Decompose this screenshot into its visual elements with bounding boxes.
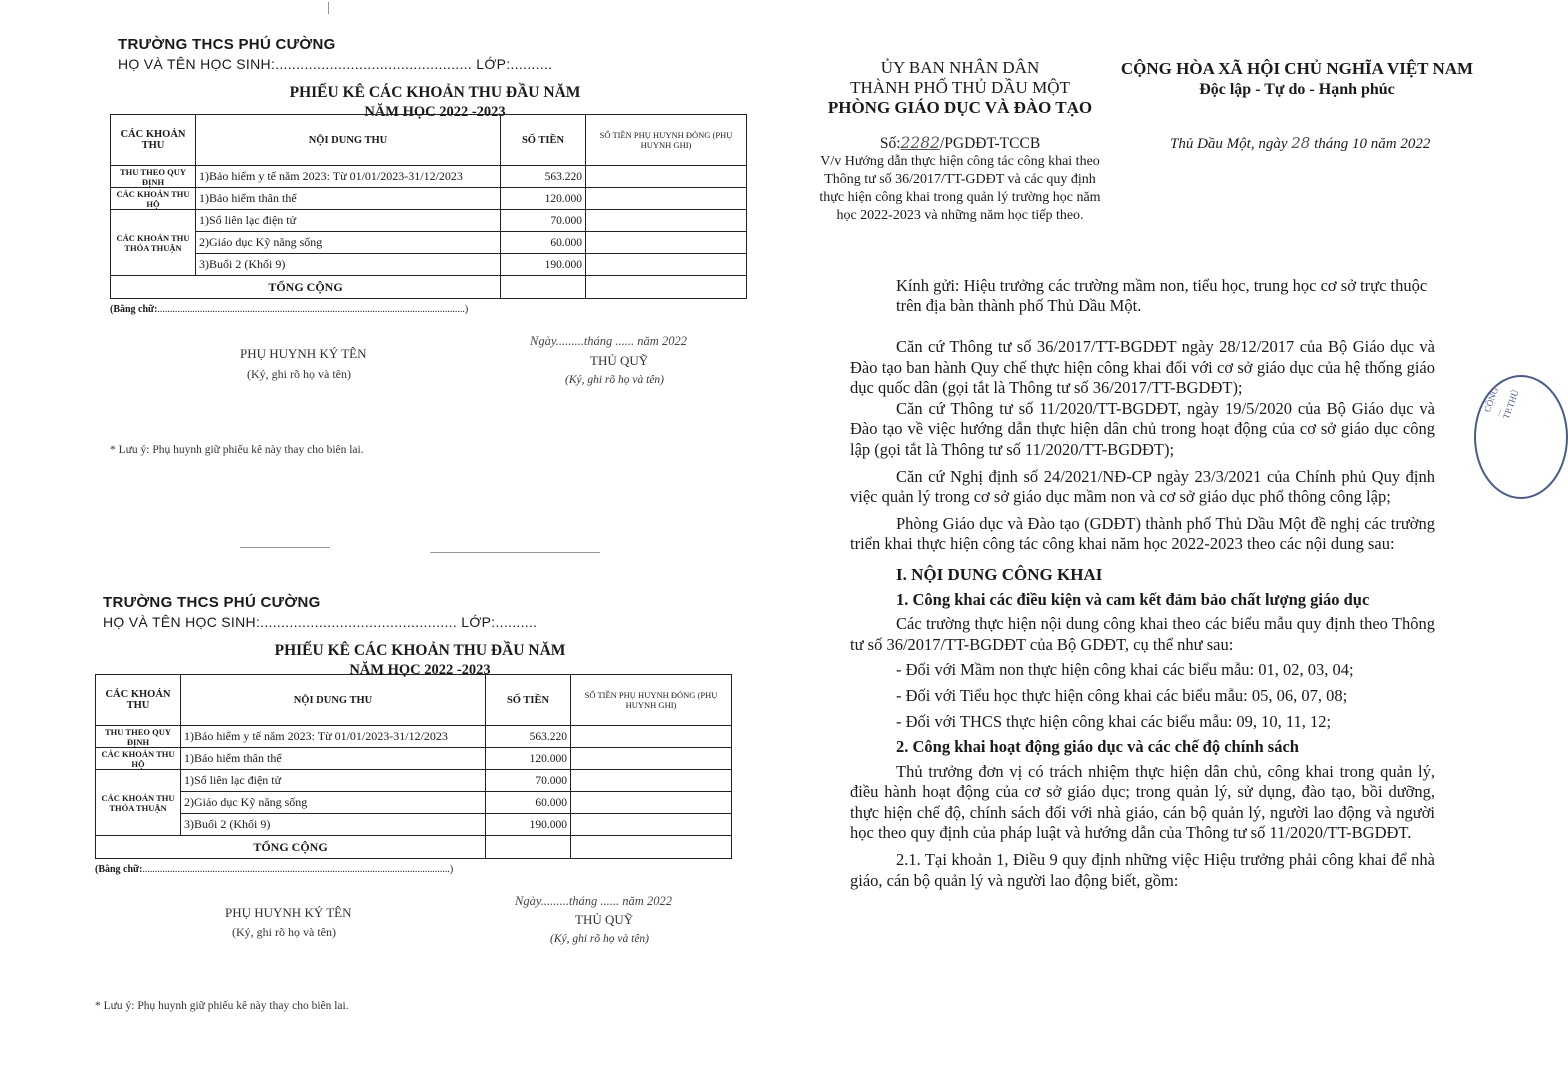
- row-content: 1)Bảo hiểm y tế năm 2023: Từ 01/01/2023-31/12/2023: [196, 166, 501, 188]
- date-line: Ngày.........tháng ...... năm 2022: [515, 894, 672, 908]
- row-amount: 60.000: [501, 232, 586, 254]
- row-content: 1)Bảo hiểm thân thể: [196, 188, 501, 210]
- student-line: HỌ VÀ TÊN HỌC SINH:............................................... LỚP:..........: [103, 614, 538, 630]
- row-content: 3)Buổi 2 (Khối 9): [181, 814, 486, 836]
- receipt-note: * Lưu ý: Phụ huynh giữ phiếu kê này thay cho biên lai.: [95, 1000, 349, 1012]
- list-item: - Đối với Mầm non thực hiện công khai các biểu mẫu: 01, 02, 03, 04;: [896, 660, 1354, 680]
- row-parent-paid: [571, 726, 732, 748]
- total-amount: [501, 276, 586, 299]
- total-row: [96, 836, 732, 859]
- total-amount: [486, 836, 571, 859]
- row-amount: 70.000: [501, 210, 586, 232]
- category-regulated: THU THEO QUY ĐỊNH: [111, 166, 196, 188]
- row-parent-paid: [571, 792, 732, 814]
- parent-signature-label: PHỤ HUYNH KÝ TÊN: [240, 346, 367, 361]
- date-prefix: Thủ Dầu Một, ngày: [1170, 136, 1288, 152]
- receipt-year: NĂM HỌC 2022 -2023: [364, 104, 506, 120]
- date-suffix: tháng 10 năm 2022: [1314, 136, 1431, 152]
- list-item: - Đối với Tiểu học thực hiện công khai các biểu mẫu: 05, 06, 07, 08;: [896, 685, 1348, 705]
- cashier-label: THỦ QUỸ: [575, 912, 634, 927]
- row-amount: 563.220: [486, 726, 571, 748]
- table-row: [111, 166, 747, 188]
- total-parent-paid: [586, 276, 747, 299]
- number-suffix: /PGDĐT-TCCB: [939, 135, 1041, 152]
- school-name: TRƯỜNG THCS PHÚ CƯỜNG: [118, 36, 336, 53]
- paragraph: Phòng Giáo dục và Đào tạo (GDĐT) thành phố Thủ Dầu Một đề nghị các trường triển khai thực hiện công tác công khai năm học 2022-2023 theo các nội dung sau:: [850, 513, 1435, 554]
- in-words-dots: ...........................................................................................................................): [157, 304, 469, 315]
- amount-in-words: [110, 304, 468, 315]
- category-collect-for: CÁC KHOẢN THU HỘ: [96, 748, 181, 770]
- row-amount: 70.000: [486, 770, 571, 792]
- header-parent-paid: SỐ TIỀN PHỤ HUYNH ĐÓNG (PHỤ HUYNH GHI): [571, 675, 732, 726]
- row-amount: 120.000: [486, 748, 571, 770]
- category-collect-for: CÁC KHOẢN THU HỘ: [111, 188, 196, 210]
- row-content: 1)Bảo hiểm thân thể: [181, 748, 486, 770]
- document-subject: V/v Hướng dẫn thực hiện công tác công khai theo Thông tư số 36/2017/TT-GDĐT và các quy định thực hiện công khai trong quản lý trường học năm học 2022-2023 và những năm học tiếp theo.: [819, 154, 1101, 223]
- category-agreement: CÁC KHOẢN THU THỎA THUẬN: [96, 770, 181, 836]
- row-content: 3)Buổi 2 (Khối 9): [196, 254, 501, 276]
- fee-table: [110, 114, 747, 299]
- receipt-note: * Lưu ý: Phụ huynh giữ phiếu kê này thay cho biên lai.: [110, 444, 364, 456]
- table-row: [111, 210, 747, 232]
- table-row: [96, 726, 732, 748]
- nation-line-1: CỘNG HÒA XÃ HỘI CHỦ NGHĨA VIỆT NAM: [1120, 59, 1474, 78]
- row-parent-paid: [586, 232, 747, 254]
- document-date: [1170, 134, 1430, 153]
- list-item: - Đối với THCS thực hiện công khai các biểu mẫu: 09, 10, 11, 12;: [896, 711, 1332, 731]
- table-header-row: [96, 675, 732, 726]
- parent-signature-note: (Ký, ghi rõ họ và tên): [232, 925, 336, 939]
- org-line-3: PHÒNG GIÁO DỤC VÀ ĐÀO TẠO: [827, 98, 1093, 117]
- letter-body: [850, 337, 1435, 891]
- row-amount: 120.000: [501, 188, 586, 210]
- in-words-dots: ...........................................................................................................................): [142, 864, 454, 875]
- row-parent-paid: [586, 254, 747, 276]
- row-parent-paid: [571, 748, 732, 770]
- scan-line: [430, 552, 600, 553]
- paragraph: 2.1. Tại khoản 1, Điều 9 quy định những việc Hiệu trưởng phải công khai để nhà giáo, cán bộ quản lý và người lao động biết, gồm:: [850, 850, 1435, 890]
- parent-signature-label: PHỤ HUYNH KÝ TÊN: [225, 905, 352, 920]
- receipt-title: PHIẾU KÊ CÁC KHOẢN THU ĐẦU NĂM: [289, 84, 581, 101]
- subsection-heading: 1. Công khai các điều kiện và cam kết đảm bảo chất lượng giáo dục: [896, 589, 1370, 609]
- header-amount: SỐ TIỀN: [501, 115, 586, 166]
- category-regulated: THU THEO QUY ĐỊNH: [96, 726, 181, 748]
- header-content: NỘI DUNG THU: [196, 115, 501, 166]
- row-amount: 190.000: [486, 814, 571, 836]
- header-category: CÁC KHOẢN THU: [96, 675, 181, 726]
- table-row: [96, 814, 732, 836]
- paragraph: Thủ trưởng đơn vị có trách nhiệm thực hiện dân chủ, công khai trong quản lý, điều hành hoạt động của cơ sở giáo dục; trong quản lý, sử dụng, đào tạo, bồi dưỡng, thực hiện chế độ, chính sách đối với nhà giáo, cán bộ quản lý, người lao động và người học theo quy định của pháp luật và hướng dẫn của Thông tư số 11/2020/TT-BGDĐT.: [850, 761, 1435, 843]
- header-parent-paid: SỐ TIỀN PHỤ HUYNH ĐÓNG (PHỤ HUYNH GHI): [586, 115, 747, 166]
- document-number: [820, 134, 1100, 153]
- row-amount: 563.220: [501, 166, 586, 188]
- total-label: TỔNG CỘNG: [111, 276, 501, 299]
- student-line: HỌ VÀ TÊN HỌC SINH:............................................... LỚP:..........: [118, 56, 553, 72]
- paragraph: Các trường thực hiện nội dung công khai theo các biểu mẫu quy định theo Thông tư số 36/2017/TT-BGDĐT của Bộ GDĐT, cụ thể như sau:: [850, 614, 1435, 654]
- in-words-label: (Bằng chữ:: [110, 304, 158, 315]
- table-row: [96, 748, 732, 770]
- scan-line: [240, 547, 330, 548]
- row-parent-paid: [586, 188, 747, 210]
- receipt-form-bottom: [95, 594, 745, 1064]
- national-header: [1112, 58, 1482, 100]
- org-line-2: THÀNH PHỐ THỦ DẦU MỘT: [850, 78, 1070, 97]
- date-line: Ngày.........tháng ...... năm 2022: [530, 334, 687, 348]
- header-content: NỘI DUNG THU: [181, 675, 486, 726]
- amount-in-words: [95, 864, 453, 875]
- subsection-heading: 2. Công khai hoạt động giáo dục và các chế độ chính sách: [896, 737, 1299, 757]
- parent-signature-note: (Ký, ghi rõ họ và tên): [247, 367, 351, 381]
- number-prefix: Số:: [879, 135, 901, 152]
- paragraph: Căn cứ Thông tư số 11/2020/TT-BGDĐT, ngày 19/5/2020 của Bộ Giáo dục và Đào tạo về việc hướng dẫn thực hiện dân chủ trong hoạt động của cơ sở giáo dục công lập (gọi tắt là Thông tư số 11/2020/TT-BGDĐT);: [850, 398, 1435, 459]
- row-parent-paid: [571, 814, 732, 836]
- header-category: CÁC KHOẢN THU: [111, 115, 196, 166]
- fee-table: [95, 674, 732, 859]
- row-content: 1)Sổ liên lạc điện tử: [181, 770, 486, 792]
- table-row: [111, 254, 747, 276]
- school-name: TRƯỜNG THCS PHÚ CƯỜNG: [103, 594, 321, 611]
- section-heading: I. NỘI DUNG CÔNG KHAI: [896, 564, 1103, 584]
- nation-line-2: Độc lập - Tự do - Hạnh phúc: [1199, 81, 1395, 98]
- row-amount: 190.000: [501, 254, 586, 276]
- table-header-row: [111, 115, 747, 166]
- cashier-label: THỦ QUỸ: [590, 353, 649, 368]
- row-content: 1)Sổ liên lạc điện tử: [196, 210, 501, 232]
- recipient: Kính gửi: Hiệu trưởng các trường mầm non, tiểu học, trung học cơ sở trực thuộc trên địa bàn thành phố Thủ Dầu Một.: [896, 276, 1428, 315]
- scan-mark: [328, 2, 329, 14]
- table-row: [96, 770, 732, 792]
- row-parent-paid: [586, 166, 747, 188]
- row-content: 1)Bảo hiểm y tế năm 2023: Từ 01/01/2023-31/12/2023: [181, 726, 486, 748]
- paragraph: Căn cứ Thông tư số 36/2017/TT-BGDĐT ngày 28/12/2017 của Bộ Giáo dục và Đào tạo ban hành Quy chế thực hiện công khai đối với cơ sở giáo dục của hệ thống giáo dục quốc dân (gọi tắt là Thông tư số 36/2017/TT-BGDĐT);: [850, 337, 1435, 398]
- row-content: 2)Giáo dục Kỹ năng sống: [196, 232, 501, 254]
- row-content: 2)Giáo dục Kỹ năng sống: [181, 792, 486, 814]
- issuing-authority: [820, 58, 1100, 118]
- cashier-note: (Ký, ghi rõ họ và tên): [550, 933, 650, 945]
- in-words-label: (Bằng chữ:: [95, 864, 143, 875]
- row-amount: 60.000: [486, 792, 571, 814]
- number-handwritten: 2282: [900, 134, 940, 152]
- table-row: [96, 792, 732, 814]
- table-row: [111, 188, 747, 210]
- date-day: 28: [1291, 134, 1311, 152]
- receipt-form-top: [110, 36, 760, 506]
- row-parent-paid: [586, 210, 747, 232]
- stamp-text: CÔNG ... TP.THỦ: [1482, 386, 1521, 421]
- header-amount: SỐ TIỀN: [486, 675, 571, 726]
- category-agreement: CÁC KHOẢN THU THỎA THUẬN: [111, 210, 196, 276]
- total-parent-paid: [571, 836, 732, 859]
- total-label: TỔNG CỘNG: [96, 836, 486, 859]
- paragraph: Căn cứ Nghị định số 24/2021/NĐ-CP ngày 23/3/2021 của Chính phủ Quy định việc quản lý trong cơ sở giáo dục mầm non và cơ sở giáo dục phổ thông công lập;: [850, 466, 1435, 507]
- table-row: [111, 232, 747, 254]
- receipt-title: PHIẾU KÊ CÁC KHOẢN THU ĐẦU NĂM: [274, 642, 566, 659]
- org-line-1: ỦY BAN NHÂN DÂN: [880, 58, 1040, 77]
- cashier-note: (Ký, ghi rõ họ và tên): [565, 374, 665, 386]
- receipt-year: NĂM HỌC 2022 -2023: [349, 662, 491, 678]
- total-row: [111, 276, 747, 299]
- row-parent-paid: [571, 770, 732, 792]
